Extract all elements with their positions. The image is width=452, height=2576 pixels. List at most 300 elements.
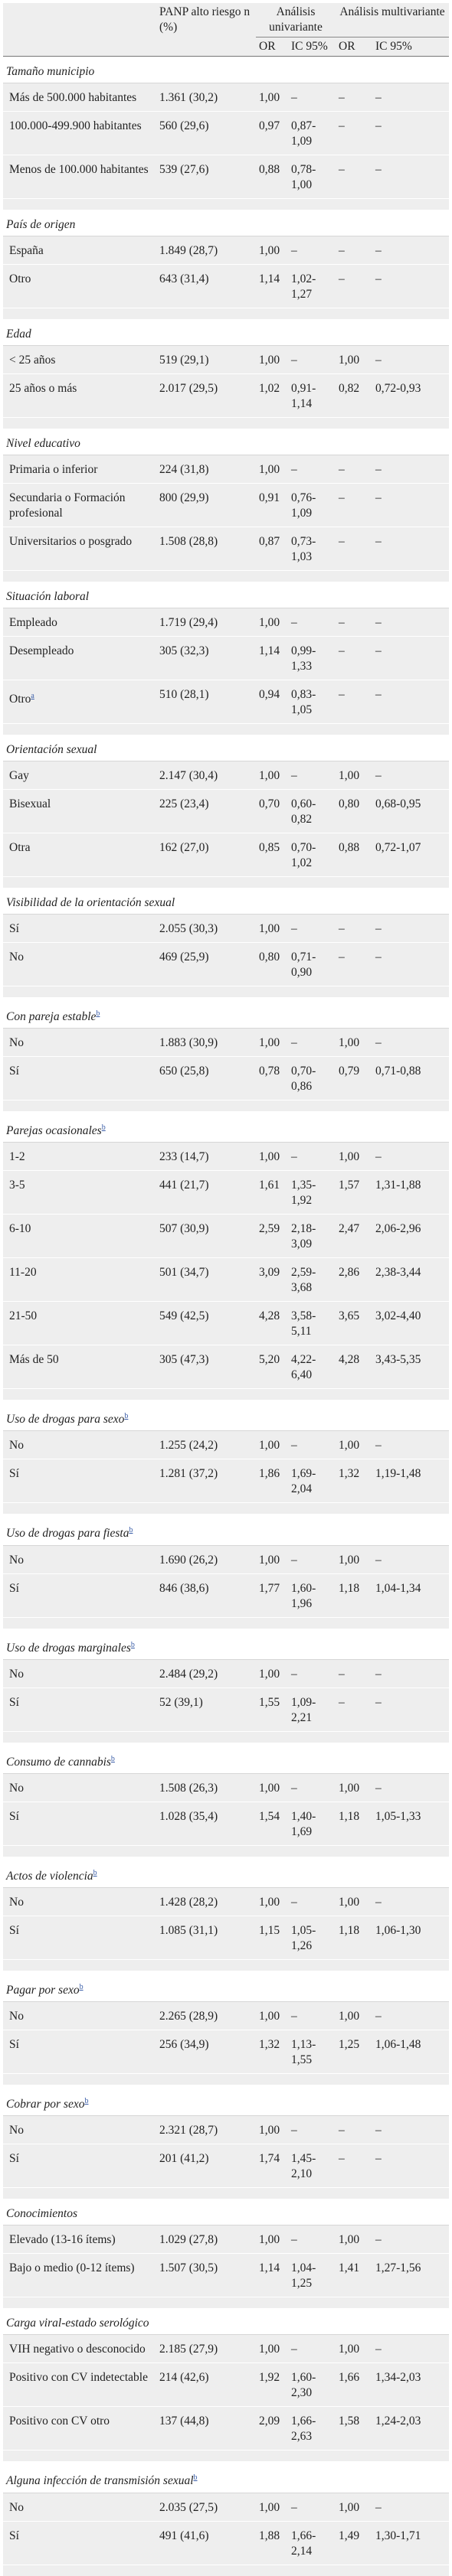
row-label [3, 2225, 156, 2254]
spacer-cell [3, 1389, 449, 1400]
row-label-text: Sí [9, 1924, 19, 1938]
section-header [3, 319, 449, 346]
row-label [3, 2144, 156, 2188]
table-row [3, 2002, 449, 2030]
cell-panp: 441 (21,7) [156, 1171, 256, 1215]
row-label [3, 637, 156, 680]
cell-ic-multivariate: 1,24-2,03 [372, 2407, 449, 2450]
row-label-text: Otro [9, 693, 31, 706]
row-label [3, 1057, 156, 1101]
cell-or-univariate: 2,09 [256, 2407, 288, 2450]
cell-panp: 2.265 (28,9) [156, 2002, 256, 2030]
cell-or-univariate: 1,54 [256, 1802, 288, 1845]
cell-or-univariate: 0,88 [256, 155, 288, 199]
row-label [3, 1302, 156, 1345]
row-label [3, 608, 156, 637]
cell-ic-multivariate: – [372, 2002, 449, 2030]
section-title [3, 2085, 449, 2116]
section-title-text: Uso de drogas para fiesta [6, 1527, 129, 1541]
cell-ic-univariate: – [288, 455, 336, 484]
footnote-marker [124, 1409, 128, 1420]
cell-or-univariate: 0,70 [256, 790, 288, 833]
cell-or-multivariate: 1,00 [336, 1545, 372, 1573]
spacer-cell [3, 2074, 449, 2085]
cell-ic-multivariate: – [372, 915, 449, 943]
cell-ic-univariate: 0,70-0,86 [288, 1057, 336, 1101]
cell-panp: 305 (47,3) [156, 1345, 256, 1389]
cell-ic-univariate: 1,13-1,55 [288, 2030, 336, 2074]
row-spacer [3, 2188, 449, 2199]
cell-ic-multivariate: – [372, 112, 449, 155]
cell-ic-multivariate: 2,06-2,96 [372, 1215, 449, 1258]
cell-ic-univariate: – [288, 2002, 336, 2030]
cell-or-univariate: 1,55 [256, 1687, 288, 1731]
section-header [3, 2308, 449, 2335]
table-row [3, 1258, 449, 1302]
row-spacer [3, 724, 449, 735]
cell-or-multivariate: – [336, 265, 372, 308]
header-ic-univariate: IC 95% [288, 37, 336, 57]
table-row [3, 1659, 449, 1687]
cell-panp: 1.719 (29,4) [156, 608, 256, 637]
section-title-text: Consumo de cannabis [6, 1755, 111, 1769]
cell-ic-multivariate: – [372, 455, 449, 484]
cell-or-multivariate: – [336, 943, 372, 986]
cell-or-univariate: 1,86 [256, 1459, 288, 1503]
row-label [3, 761, 156, 790]
cell-ic-univariate: – [288, 2116, 336, 2144]
cell-ic-univariate: – [288, 2493, 336, 2521]
section-title [3, 888, 449, 915]
row-label [3, 484, 156, 527]
cell-or-univariate: 4,28 [256, 1302, 288, 1345]
footnote-link[interactable]: b [130, 1640, 135, 1649]
row-spacer [3, 2565, 449, 2576]
cell-ic-univariate: 0,78-1,00 [288, 155, 336, 199]
footnote-link[interactable]: b [110, 1754, 115, 1763]
cell-ic-univariate: – [288, 915, 336, 943]
section-title [3, 1514, 449, 1545]
table-row [3, 236, 449, 265]
cell-or-univariate: 1,32 [256, 2030, 288, 2074]
table-row [3, 2144, 449, 2188]
spacer-cell [3, 2188, 449, 2199]
row-label-text: Sí [9, 2529, 19, 2542]
footnote-link[interactable]: b [124, 1412, 129, 1421]
cell-panp: 233 (14,7) [156, 1143, 256, 1171]
row-label [3, 1215, 156, 1258]
row-label-text: 21-50 [9, 1309, 38, 1323]
cell-ic-multivariate: – [372, 155, 449, 199]
cell-or-univariate: 1,00 [256, 1773, 288, 1802]
cell-or-univariate: 0,94 [256, 680, 288, 724]
footnote-marker [111, 1752, 115, 1763]
cell-or-univariate: 1,00 [256, 761, 288, 790]
footnote-link[interactable]: a [31, 692, 34, 700]
cell-ic-univariate: 2,18-3,09 [288, 1215, 336, 1258]
table-row [3, 265, 449, 308]
section-header [3, 582, 449, 608]
section-title [3, 1111, 449, 1143]
cell-ic-multivariate: 0,72-0,93 [372, 374, 449, 418]
cell-panp: 510 (28,1) [156, 680, 256, 724]
section-title-text: Situación laboral [6, 590, 90, 603]
cell-ic-multivariate: 2,38-3,44 [372, 1258, 449, 1302]
row-label [3, 1345, 156, 1389]
cell-or-univariate: 1,00 [256, 2002, 288, 2030]
cell-panp: 1.508 (28,8) [156, 527, 256, 571]
table-row [3, 1802, 449, 1845]
cell-or-multivariate: 0,88 [336, 833, 372, 877]
row-label [3, 1659, 156, 1687]
footnote-marker [131, 1638, 135, 1649]
cell-or-univariate: 1,00 [256, 1029, 288, 1057]
cell-or-multivariate: 1,00 [336, 1431, 372, 1459]
cell-or-multivariate: 1,18 [336, 1573, 372, 1617]
cell-or-univariate: 1,00 [256, 1888, 288, 1916]
cell-ic-univariate: 2,59-3,68 [288, 1258, 336, 1302]
row-label-text: 6-10 [9, 1222, 31, 1236]
row-label [3, 236, 156, 265]
row-label-text: No [9, 2010, 24, 2023]
row-label-text: No [9, 1781, 24, 1795]
row-label [3, 1802, 156, 1845]
cell-ic-univariate: 0,91-1,14 [288, 374, 336, 418]
section-title-text: Carga viral-estado serológico [6, 2317, 149, 2330]
spacer-cell [3, 2565, 449, 2576]
table-row [3, 2335, 449, 2363]
section-title-text: Alguna infección de transmisión sexual [6, 2474, 194, 2488]
table-row [3, 112, 449, 155]
cell-ic-multivariate: 1,27-1,56 [372, 2254, 449, 2297]
row-spacer [3, 1845, 449, 1857]
cell-ic-multivariate: 3,43-5,35 [372, 1345, 449, 1389]
row-label-text: Sí [9, 1695, 19, 1709]
cell-panp: 256 (34,9) [156, 2030, 256, 2074]
row-label [3, 1773, 156, 1802]
section-title-text: Cobrar por sexo [6, 2098, 85, 2111]
row-label-text: 11-20 [9, 1266, 37, 1280]
header-ic-multivariate: IC 95% [372, 37, 449, 57]
cell-panp: 52 (39,1) [156, 1687, 256, 1731]
row-label-text: Más de 50 [9, 1353, 59, 1367]
cell-ic-univariate: – [288, 761, 336, 790]
cell-ic-multivariate: – [372, 1545, 449, 1573]
cell-or-multivariate: 1,00 [336, 1143, 372, 1171]
row-label [3, 455, 156, 484]
cell-or-univariate: 5,20 [256, 1345, 288, 1389]
cell-ic-multivariate: 1,05-1,33 [372, 1802, 449, 1845]
cell-ic-multivariate: – [372, 484, 449, 527]
row-label-text: VIH negativo o desconocido [9, 2343, 146, 2356]
row-label [3, 1545, 156, 1573]
section-header [3, 735, 449, 761]
cell-ic-univariate: 1,35-1,92 [288, 1171, 336, 1215]
cell-ic-multivariate: – [372, 608, 449, 637]
section-title [3, 582, 449, 608]
cell-ic-univariate: 1,02-1,27 [288, 265, 336, 308]
cell-or-multivariate: – [336, 155, 372, 199]
cell-panp: 1.690 (26,2) [156, 1545, 256, 1573]
cell-ic-multivariate: – [372, 761, 449, 790]
section-title-text: Visibilidad de la orientación sexual [6, 896, 175, 909]
section-title-text: Pagar por sexo [6, 1984, 80, 1997]
cell-or-multivariate: 1,49 [336, 2521, 372, 2565]
cell-ic-univariate: – [288, 2335, 336, 2363]
table-row [3, 1345, 449, 1389]
section-header [3, 1629, 449, 1660]
cell-ic-univariate: – [288, 2225, 336, 2254]
table-row [3, 484, 449, 527]
spacer-cell [3, 418, 449, 429]
table-row [3, 527, 449, 571]
table-row [3, 1545, 449, 1573]
section-title [3, 2308, 449, 2335]
row-spacer [3, 2074, 449, 2085]
cell-ic-multivariate: – [372, 943, 449, 986]
cell-panp: 225 (23,4) [156, 790, 256, 833]
section-header [3, 1743, 449, 1774]
cell-ic-univariate: 0,73-1,03 [288, 527, 336, 571]
cell-panp: 1.028 (35,4) [156, 1802, 256, 1845]
row-spacer [3, 199, 449, 210]
header-variable [3, 3, 156, 57]
header-or-univariate: OR [256, 37, 288, 57]
cell-ic-univariate: – [288, 1659, 336, 1687]
cell-or-univariate: 1,61 [256, 1171, 288, 1215]
section-title-text: Conocimientos [6, 2207, 77, 2221]
footnote-marker [194, 2470, 198, 2482]
header-or-multivariate: OR [336, 37, 372, 57]
section-title-text: Uso de drogas marginales [6, 1641, 131, 1655]
table-row [3, 1888, 449, 1916]
cell-ic-multivariate: – [372, 1659, 449, 1687]
cell-or-univariate: 1,14 [256, 2254, 288, 2297]
row-label-text: Bajo o medio (0-12 ítems) [9, 2261, 135, 2275]
row-spacer [3, 986, 449, 998]
cell-or-multivariate: 0,82 [336, 374, 372, 418]
row-label-text: Menos de 100.000 habitantes [9, 163, 149, 176]
cell-panp: 2.321 (28,7) [156, 2116, 256, 2144]
cell-panp: 519 (29,1) [156, 346, 256, 374]
cell-panp: 214 (42,6) [156, 2363, 256, 2407]
footnote-link[interactable]: b [193, 2473, 198, 2483]
row-label-text: Secundaria o Formación profesional [9, 491, 126, 520]
row-label-text: Más de 500.000 habitantes [9, 91, 137, 104]
row-label [3, 1171, 156, 1215]
table-row [3, 915, 449, 943]
cell-or-multivariate: 1,58 [336, 2407, 372, 2450]
row-spacer [3, 1503, 449, 1515]
section-title [3, 1971, 449, 2002]
cell-panp: 1.281 (37,2) [156, 1459, 256, 1503]
row-label [3, 2493, 156, 2521]
row-label-text: Sí [9, 922, 19, 935]
footnote-link[interactable]: b [79, 1983, 84, 1992]
cell-or-multivariate: – [336, 1659, 372, 1687]
section-title-text: Actos de violencia [6, 1870, 93, 1883]
cell-ic-univariate: – [288, 346, 336, 374]
cell-or-multivariate: 1,00 [336, 1029, 372, 1057]
row-label-text: No [9, 1667, 24, 1681]
row-label-text: No [9, 1553, 24, 1567]
cell-panp: 201 (41,2) [156, 2144, 256, 2188]
cell-or-univariate: 1,00 [256, 455, 288, 484]
spacer-cell [3, 986, 449, 998]
row-label [3, 1888, 156, 1916]
row-label-text: Sí [9, 2038, 19, 2052]
cell-ic-univariate: – [288, 1143, 336, 1171]
cell-ic-univariate: 1,66-2,63 [288, 2407, 336, 2450]
header-panp: PANP alto riesgo n (%) [156, 3, 256, 57]
row-spacer [3, 1389, 449, 1400]
table-row [3, 2521, 449, 2565]
section-header [3, 2461, 449, 2493]
row-label [3, 1916, 156, 1960]
cell-ic-univariate: 1,60-1,96 [288, 1573, 336, 1617]
row-label-text: Desempleado [9, 644, 74, 657]
table-row [3, 1773, 449, 1802]
section-header [3, 1971, 449, 2002]
section-title-text: Nivel educativo [6, 437, 80, 450]
cell-ic-univariate: 4,22-6,40 [288, 1345, 336, 1389]
row-spacer [3, 2297, 449, 2309]
cell-panp: 2.147 (30,4) [156, 761, 256, 790]
cell-or-multivariate: 0,80 [336, 790, 372, 833]
cell-panp: 549 (42,5) [156, 1302, 256, 1345]
row-spacer [3, 1960, 449, 1971]
spacer-cell [3, 877, 449, 889]
cell-or-univariate: 1,00 [256, 83, 288, 112]
cell-or-multivariate: 1,00 [336, 761, 372, 790]
cell-or-univariate: 1,00 [256, 608, 288, 637]
cell-panp: 1.085 (31,1) [156, 1916, 256, 1960]
cell-or-multivariate: 1,00 [336, 2225, 372, 2254]
cell-or-univariate: 1,00 [256, 2116, 288, 2144]
cell-or-univariate: 1,14 [256, 265, 288, 308]
section-title [3, 1857, 449, 1888]
cell-ic-multivariate: – [372, 1029, 449, 1057]
row-label [3, 2116, 156, 2144]
header-multivariate: Análisis multivariante [336, 3, 449, 37]
cell-or-univariate: 1,74 [256, 2144, 288, 2188]
cell-panp: 1.255 (24,2) [156, 1431, 256, 1459]
row-label [3, 1029, 156, 1057]
section-title-text: Uso de drogas para sexo [6, 1413, 125, 1427]
cell-or-multivariate: – [336, 1687, 372, 1731]
cell-or-univariate: 1,88 [256, 2521, 288, 2565]
section-title [3, 2199, 449, 2225]
cell-ic-multivariate: – [372, 2116, 449, 2144]
footnote-link[interactable]: b [96, 1009, 100, 1018]
cell-ic-univariate: 0,99-1,33 [288, 637, 336, 680]
cell-or-multivariate: 0,79 [336, 1057, 372, 1101]
spacer-cell [3, 308, 449, 320]
cell-ic-multivariate: – [372, 680, 449, 724]
cell-panp: 162 (27,0) [156, 833, 256, 877]
cell-ic-univariate: 0,71-0,90 [288, 943, 336, 986]
row-label [3, 374, 156, 418]
cell-or-univariate: 1,00 [256, 1431, 288, 1459]
footnote-marker [102, 1120, 106, 1132]
cell-or-multivariate: – [336, 680, 372, 724]
section-title-text: Edad [6, 328, 31, 341]
row-label-text: No [9, 951, 24, 964]
cell-or-multivariate: 1,66 [336, 2363, 372, 2407]
cell-or-multivariate: – [336, 915, 372, 943]
cell-or-multivariate: 1,00 [336, 346, 372, 374]
cell-panp: 2.484 (29,2) [156, 1659, 256, 1687]
cell-or-multivariate: – [336, 112, 372, 155]
cell-or-univariate: 1,00 [256, 236, 288, 265]
section-header [3, 2199, 449, 2225]
cell-ic-multivariate: – [372, 1773, 449, 1802]
row-spacer [3, 877, 449, 889]
section-header [3, 210, 449, 236]
row-label [3, 155, 156, 199]
cell-or-univariate: 1,00 [256, 2335, 288, 2363]
row-label-text: Sí [9, 1809, 19, 1823]
table-row [3, 1916, 449, 1960]
row-label-text: No [9, 2124, 24, 2137]
cell-ic-multivariate: 1,30-1,71 [372, 2521, 449, 2565]
footnote-link[interactable]: b [84, 2097, 89, 2106]
footnote-link[interactable]: b [101, 1123, 106, 1133]
cell-ic-univariate: 1,60-2,30 [288, 2363, 336, 2407]
row-label [3, 1459, 156, 1503]
table-row [3, 1302, 449, 1345]
cell-panp: 137 (44,8) [156, 2407, 256, 2450]
footnote-link[interactable]: b [93, 1868, 97, 1877]
footnote-marker [84, 2094, 88, 2105]
cell-ic-multivariate: – [372, 1143, 449, 1171]
table-row [3, 761, 449, 790]
table-row [3, 1215, 449, 1258]
cell-panp: 1.029 (27,8) [156, 2225, 256, 2254]
section-title [3, 1400, 449, 1431]
cell-or-univariate: 1,00 [256, 2225, 288, 2254]
spacer-cell [3, 2450, 449, 2462]
spacer-cell [3, 1503, 449, 1515]
cell-ic-univariate: 3,58-5,11 [288, 1302, 336, 1345]
cell-or-multivariate: – [336, 2116, 372, 2144]
footnote-marker [93, 1866, 97, 1877]
section-title [3, 319, 449, 346]
footnote-link[interactable]: b [129, 1526, 133, 1535]
cell-ic-univariate: – [288, 1029, 336, 1057]
table-row [3, 790, 449, 833]
row-label [3, 1143, 156, 1171]
row-spacer [3, 308, 449, 320]
cell-or-univariate: 0,80 [256, 943, 288, 986]
cell-panp: 2.035 (27,5) [156, 2493, 256, 2521]
row-spacer [3, 2450, 449, 2462]
section-title [3, 57, 449, 83]
cell-or-multivariate: 1,00 [336, 2335, 372, 2363]
row-label [3, 346, 156, 374]
cell-ic-univariate: 1,45-2,10 [288, 2144, 336, 2188]
footnote-marker [31, 689, 34, 700]
cell-ic-multivariate: 0,68-0,95 [372, 790, 449, 833]
table-row [3, 943, 449, 986]
table-row [3, 346, 449, 374]
cell-ic-multivariate: – [372, 2144, 449, 2188]
row-label [3, 1431, 156, 1459]
section-title [3, 997, 449, 1029]
cell-panp: 650 (25,8) [156, 1057, 256, 1101]
row-label [3, 112, 156, 155]
cell-ic-univariate: 0,76-1,09 [288, 484, 336, 527]
